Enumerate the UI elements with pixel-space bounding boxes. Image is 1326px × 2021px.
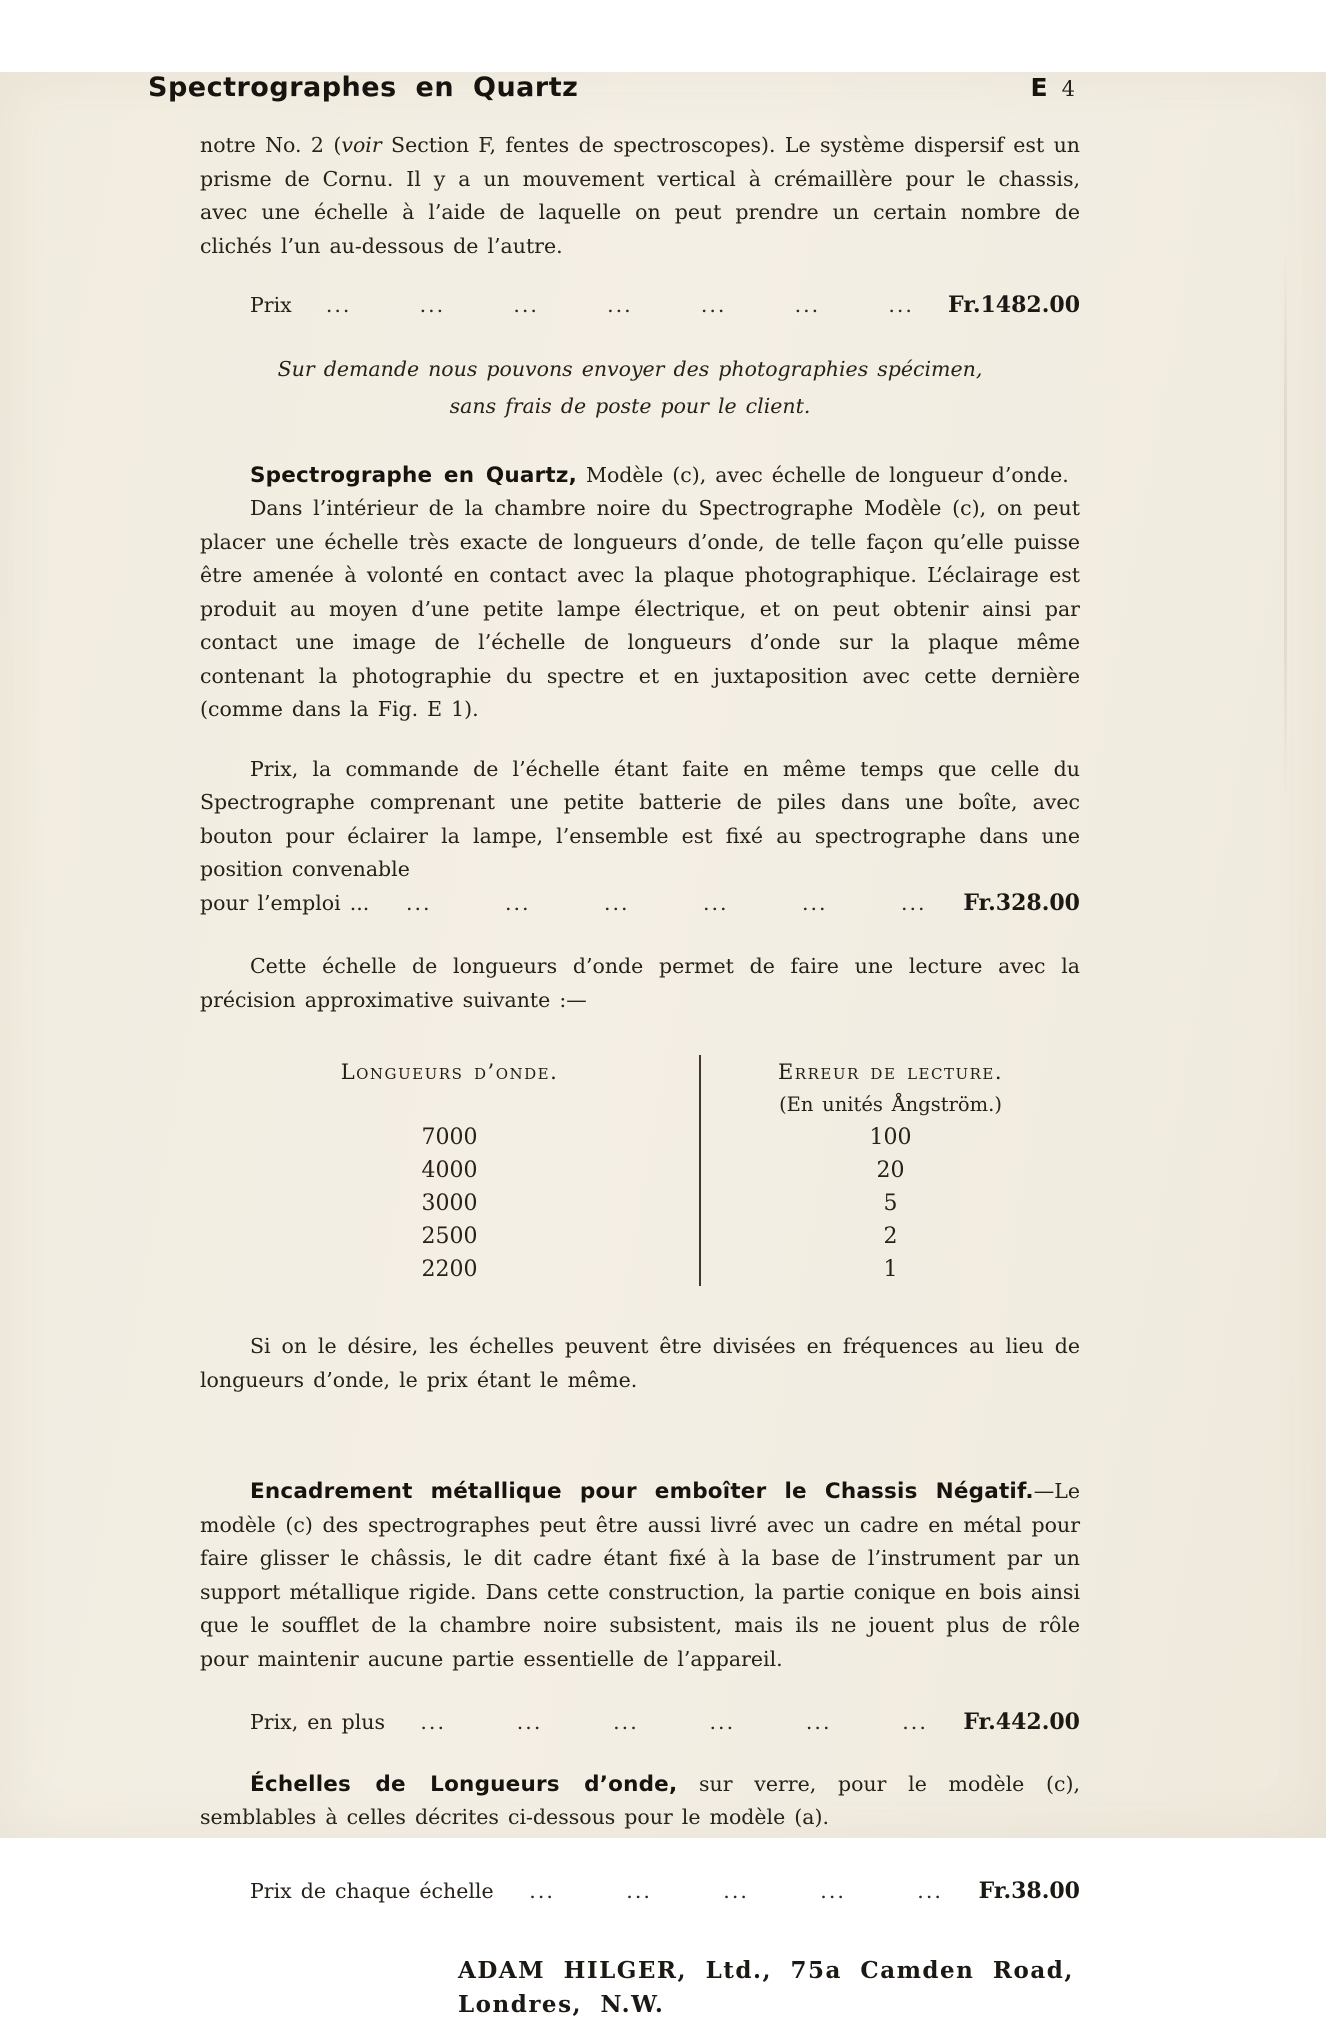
dot-group: ... <box>703 890 729 915</box>
dot-group: ... <box>420 1710 446 1734</box>
dot-group: ... <box>709 1710 736 1734</box>
dot-leader <box>494 1875 979 1909</box>
dot-group: ... <box>505 890 531 915</box>
dot-group: ... <box>794 293 821 317</box>
precision-intro-paragraph: Cette échelle de longueurs d’onde permet de faire une lecture avec la précision approximative suivante :— <box>200 954 1080 1012</box>
dot-group: ... <box>901 890 927 915</box>
price-label: Prix, en plus <box>250 1710 385 1734</box>
table-header-errors: Erreur de lecture. <box>777 1060 1004 1084</box>
intro-text-pre: notre No. 2 ( <box>200 133 342 157</box>
encadrement-heading: Encadrement métallique pour emboîter le Chassis Négatif. <box>250 1479 1034 1504</box>
dot-group: ... <box>626 1878 652 1903</box>
table-cell-wavelength: 4000 <box>421 1158 478 1183</box>
echelles-heading: Échelles de Longueurs d’onde, <box>250 1771 678 1797</box>
table-header-spacer <box>200 1089 699 1121</box>
dot-leader <box>369 887 963 921</box>
table-cell-error: 100 <box>869 1125 912 1150</box>
table-subheader-units: (En unités Ångström.) <box>779 1093 1002 1116</box>
table-cell-error: 2 <box>883 1224 898 1249</box>
price-label: Prix <box>250 293 292 317</box>
dot-leader <box>385 1706 963 1740</box>
specimen-notice: Sur demande nous pouvons envoyer des photographies spécimen, sans frais de poste pour le client. <box>277 356 983 418</box>
intro-paragraph <box>200 129 1080 263</box>
dot-group: ... <box>700 293 727 317</box>
precision-table <box>200 1055 1080 1286</box>
dot-group: ... <box>604 890 630 915</box>
model-c-heading-rest: Modèle (c), avec échelle de longueur d’onde. <box>576 462 1069 487</box>
price-label: pour l’emploi ... <box>200 890 370 915</box>
dot-group: ... <box>325 293 352 317</box>
page-header <box>148 72 1075 103</box>
dot-group: ... <box>888 293 914 317</box>
encadrement-paragraph <box>200 1475 1080 1676</box>
table-cell-error: 5 <box>883 1191 898 1216</box>
dot-group: ... <box>805 1710 832 1734</box>
dot-group: ... <box>607 293 633 317</box>
echelles-paragraph <box>200 1768 1080 1835</box>
price-row-spectrograph <box>200 289 1080 323</box>
dot-group: ... <box>419 293 446 317</box>
dot-group: ... <box>513 293 539 317</box>
price-row-scale-option <box>200 887 1080 921</box>
frequencies-note-paragraph: Si on le désire, les échelles peuvent être divisées en fréquences au lieu de longueurs d’onde, le prix étant le même. <box>200 1334 1080 1392</box>
table-column-errors <box>701 1055 1080 1286</box>
table-cell-wavelength: 3000 <box>421 1191 478 1216</box>
page-title: Spectrographes en Quartz <box>148 72 579 103</box>
page-reference-number: 4 <box>1061 77 1075 101</box>
dot-group: ... <box>820 1878 846 1903</box>
dot-group: ... <box>917 1878 943 1903</box>
price-row-encadrement <box>200 1706 1080 1740</box>
page-body <box>200 129 1080 2021</box>
paper-crease <box>1284 242 1287 802</box>
price-label: Prix de chaque échelle <box>250 1878 494 1903</box>
page-reference-letter: E <box>1030 73 1048 102</box>
table-cell-wavelength: 7000 <box>421 1125 478 1150</box>
table-header-wavelengths: Longueurs d’onde. <box>340 1060 559 1084</box>
dot-group: ... <box>802 890 828 915</box>
dot-group: ... <box>902 1710 928 1734</box>
price-amount: Fr.442.00 <box>963 1709 1080 1735</box>
price-amount: Fr.1482.00 <box>948 292 1080 318</box>
dot-group: ... <box>723 1878 749 1903</box>
table-cell-wavelength: 2500 <box>421 1224 478 1249</box>
model-c-heading: Spectrographe en Quartz, <box>250 462 577 488</box>
intro-text-italic: voir <box>341 133 382 157</box>
model-c-price-paragraph: Prix, la commande de l’échelle étant faite en même temps que celle du Spectrographe comprenant une petite batterie de piles dans une boîte, avec bouton pour éclairer la lampe, l’ensemble est fixé au spectrographe dans une position convenable <box>200 756 1080 881</box>
table-column-wavelengths <box>200 1055 699 1286</box>
model-c-heading-paragraph <box>200 459 1080 493</box>
price-row-echelle <box>200 1875 1080 1909</box>
dot-group: ... <box>529 1878 555 1903</box>
table-cell-error: 20 <box>876 1158 905 1183</box>
model-c-description-paragraph: Dans l’intérieur de la chambre noire du Spectrographe Modèle (c), on peut placer une échelle très exacte de longueurs d’onde, de telle façon qu’elle puisse être amenée à volonté en contact avec la plaque photographique. L’éclairage est produit au moyen d’une petite lampe électrique, et on peut obtenir ainsi par contact une image de l’échelle de longueurs d’onde sur la plaque même contenant la photographie du spectre et en juxtaposition avec cette dernière (comme dans la Fig. E 1). <box>200 496 1080 721</box>
dot-group: ... <box>516 1710 543 1734</box>
intro-text-post: Section F, fentes de spectroscopes). Le système dispersif est un prisme de Cornu. Il y a un mouvement vertical à crémaillère pour le chassis, avec une échelle à l’aide de laquelle on peut prendre un certain nombre de clichés l’un au-dessous de l’autre. <box>200 133 1080 258</box>
table-cell-error: 1 <box>883 1257 898 1282</box>
price-amount: Fr.38.00 <box>978 1877 1080 1904</box>
table-cell-wavelength: 2200 <box>421 1257 478 1282</box>
echelles-body: sur verre, pour le modèle (c), semblables à celles décrites ci-dessous pour le modèle (a). <box>200 1771 1080 1829</box>
dot-group: ... <box>406 890 432 915</box>
catalog-page <box>0 72 1326 2018</box>
page-reference <box>1030 73 1075 102</box>
price-amount: Fr.328.00 <box>963 889 1080 916</box>
dot-leader <box>292 289 948 323</box>
encadrement-body: —Le modèle (c) des spectrographes peut être aussi livré avec un cadre en métal pour faire glisser le châssis, le dit cadre étant fixé à la base de l’instrument par un support métallique rigide. Dans cette construction, la partie conique en bois ainsi que le soufflet de la chambre noire subsistent, mais ils ne jouent plus de rôle pour maintenir aucune partie essentielle de l’appareil. <box>200 1479 1080 1671</box>
dot-group: ... <box>613 1710 639 1734</box>
footer-address: ADAM HILGER, Ltd., 75a Camden Road, Londres, N.W. <box>458 1957 1074 2018</box>
